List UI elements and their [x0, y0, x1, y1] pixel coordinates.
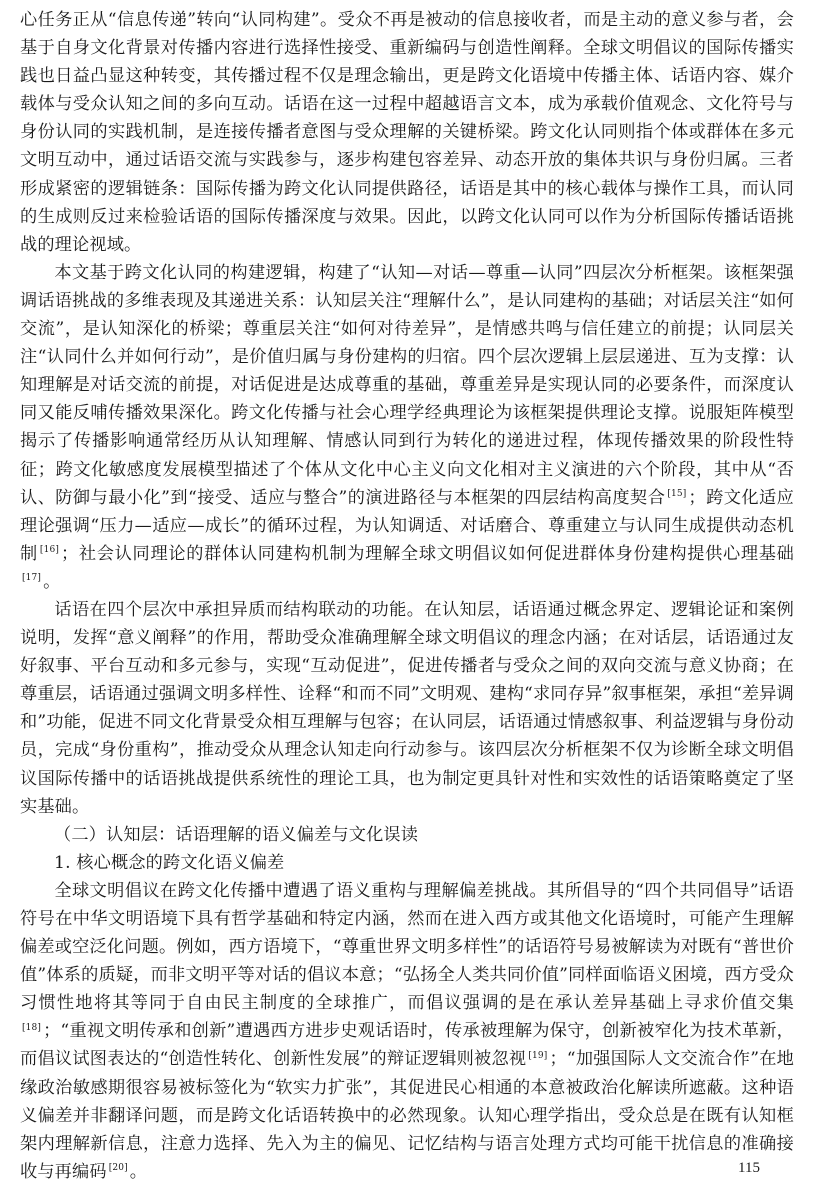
- citation-20: [20]: [108, 1163, 128, 1174]
- paragraph-4-text-a: 全球文明倡议在跨文化传播中遭遇了语义重构与理解偏差挑战。其所倡导的“四个共同倡导”话语符号在中华文明语境下具有哲学基础和特定内涵，然而在进入西方或其他文化语境时，可能产生理解偏差或空泛化问题。例如，西方语境下，“尊重世界文明多样性”的话语符号易被解读为对既有“普世价值”体系的质疑，而非文明平等对话的倡议本意；“弘扬全人类共同价值”同样面临语义困境，西方受众习惯性地将其等同于自由民主制度的全球推广，而倡议强调的是在承认差异基础上寻求价值交集: [20, 880, 794, 1014]
- paragraph-2-text-d: 。: [43, 571, 61, 592]
- paragraph-3: 话语在四个层次中承担异质而结构联动的功能。在认知层，话语通过概念界定、逻辑论证和案例说明，发挥“意义阐释”的作用，帮助受众准确理解全球文明倡议的理念内涵；在对话层，话语通过友好叙事、平台互动和多元参与，实现“互动促进”，促进传播者与受众之间的双向交流与意义协商；在尊重层，话语通过强调文明多样性、诠释“和而不同”文明观、建构“求同存异”叙事框架，承担“差异调和”功能，促进不同文化背景受众相互理解与包容；在认同层，话语通过情感叙事、利益逻辑与身份动员，完成“身份重构”，推动受众从理念认知走向行动参与。该四层次分析框架不仅为诊断全球文明倡议国际传播中的话语挑战提供系统性的理论工具，也为制定更具针对性和实效性的话语策略奠定了坚实基础。: [20, 599, 794, 817]
- page-number: 115: [738, 1160, 760, 1176]
- paragraph-4-text-c: ；“加强国际人文交流合作”在地缘政治敏感期很容易被标签化为“软实力扩张”，其促进民心相通的本意被政治化解读所遮蔽。这种语义偏差并非翻译问题，而是跨文化话语转换中的必然现象。认知心理学指出，受众总是在既有认知框架内理解新信息，注意力选择、先入为主的偏见、记忆结构与语言处理方式均可能干扰信息的准确接收与再编码: [20, 1049, 795, 1182]
- citation-17: [17]: [22, 573, 42, 584]
- paragraph-4-text-b: ；“重视文明传承和创新”遭遇西方进步史观话语时，传承被理解为保守，创新被窄化为技术革新，而倡议试图表达的“创造性转化、创新性发展”的辩证逻辑则被忽视: [20, 1021, 794, 1070]
- page-body: [20, 6, 794, 1186]
- paragraph-4: [20, 877, 794, 1186]
- citation-18: [18]: [22, 1022, 42, 1033]
- paragraph-2-text-b: ；跨文化适应理论强调“压力—适应—成长”的循环过程，为认知调适、对话磨合、尊重建立与认同生成提供动态机制: [20, 487, 794, 564]
- citation-15: [15]: [667, 488, 687, 499]
- citation-16: [16]: [39, 545, 59, 556]
- paragraph-1: 心任务正从“信息传递”转向“认同构建”。受众不再是被动的信息接收者，而是主动的意义参与者，会基于自身文化背景对传播内容进行选择性接受、重新编码与创造性阐释。全球文明倡议的国际传播实践也日益凸显这种转变，其传播过程不仅是理念输出，更是跨文化语境中传播主体、话语内容、媒介载体与受众认知之间的多向互动。话语在这一过程中超越语言文本，成为承载价值观念、文化符号与身份认同的实践机制，是连接传播者意图与受众理解的关键桥梁。跨文化认同则指个体或群体在多元文明互动中，通过话语交流与实践参与，逐步构建包容差异、动态开放的集体共识与身份归属。三者形成紧密的逻辑链条：国际传播为跨文化认同提供路径，话语是其中的核心载体与操作工具，而认同的生成则反过来检验话语的国际传播深度与效果。因此，以跨文化认同可以作为分析国际传播话语挑战的理论视域。: [20, 10, 794, 255]
- subsection-heading: 1. 核心概念的跨文化语义偏差: [54, 852, 285, 873]
- paragraph-2: [20, 259, 794, 596]
- section-heading: （二）认知层：话语理解的语义偏差与文化误读: [54, 824, 419, 845]
- paragraph-2-text-c: ；社会认同理论的群体认同建构机制为理解全球文明倡议如何促进群体身份建构提供心理基础: [60, 543, 795, 564]
- citation-19: [19]: [528, 1050, 548, 1061]
- paragraph-2-text-a: 本文基于跨文化认同的构建逻辑，构建了“认知—对话—尊重—认同”四层次分析框架。该框架强调话语挑战的多维表现及其递进关系：认知层关注“理解什么”，是认同建构的基础；对话层关注“如何交流”，是认知深化的桥梁；尊重层关注“如何对待差异”，是情感共鸣与信任建立的前提；认同层关注“认同什么并如何行动”，是价值归属与身份建构的归宿。四个层次逻辑上层层递进、互为支撑：认知理解是对话交流的前提，对话促进是达成尊重的基础，尊重差异是实现认同的必要条件，而深度认同又能反哺传播效果深化。跨文化传播与社会心理学经典理论为该框架提供理论支撑。说服矩阵模型揭示了传播影响通常经历从认知理解、情感认同到行为转化的递进过程，体现传播效果的阶段性特征；跨文化敏感度发展模型描述了个体从文化中心主义向文化相对主义演进的六个阶段，其中从“否认、防御与最小化”到“接受、适应与整合”的演进路径与本框架的四层结构高度契合: [20, 262, 794, 508]
- paragraph-4-text-d: 。: [129, 1161, 148, 1182]
